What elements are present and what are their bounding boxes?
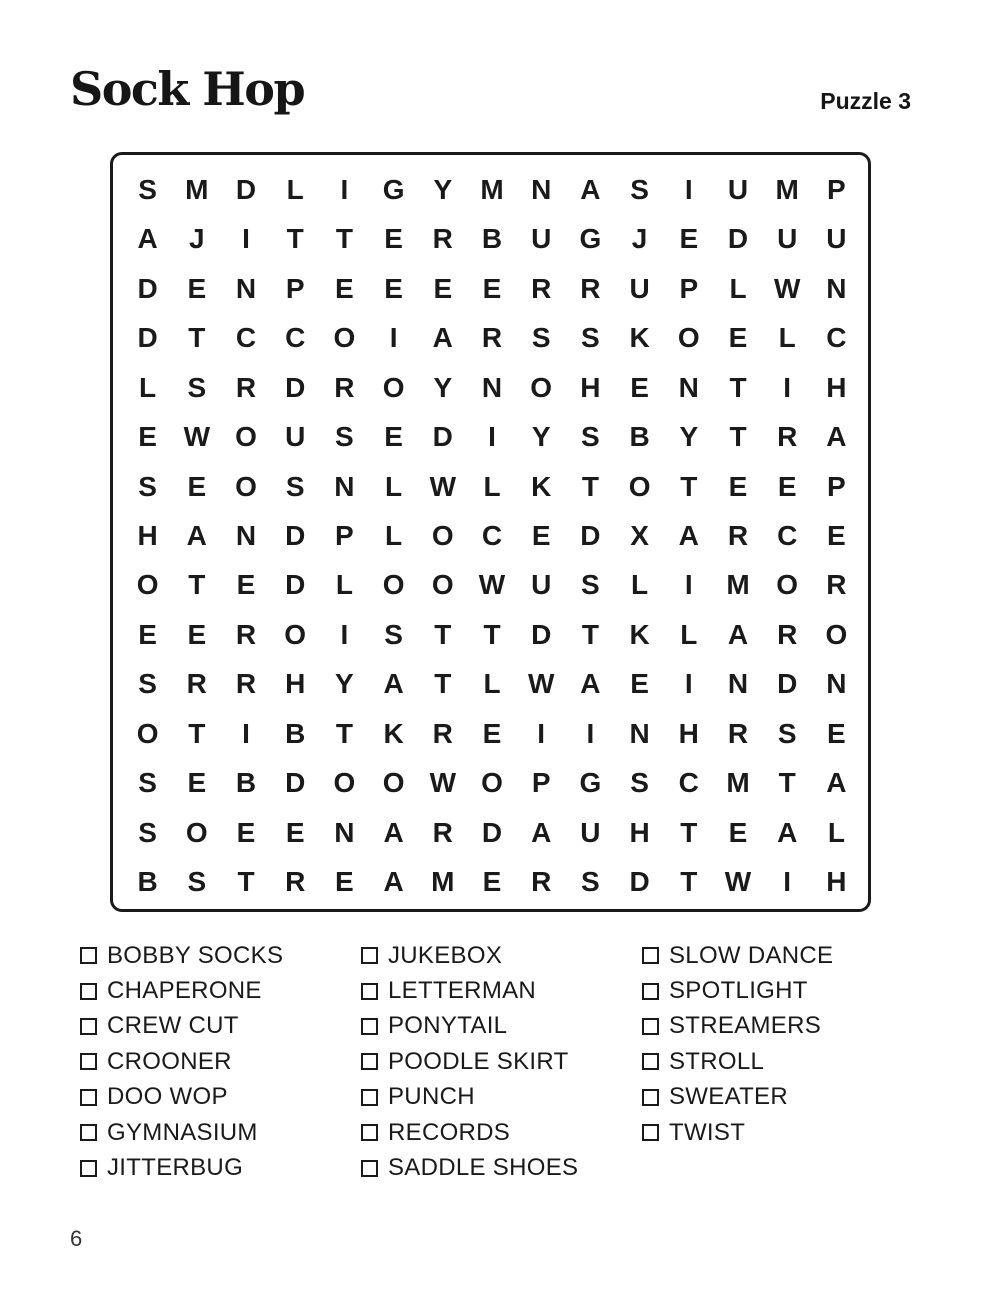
grid-letter[interactable]: H: [629, 816, 650, 848]
grid-letter[interactable]: E: [482, 717, 502, 749]
grid-letter[interactable]: H: [580, 371, 601, 403]
letter-grid: [123, 165, 861, 907]
grid-letter[interactable]: C: [285, 322, 306, 354]
grid-letter[interactable]: T: [483, 618, 501, 650]
grid-letter[interactable]: O: [825, 618, 848, 650]
grid-letter[interactable]: E: [236, 569, 256, 601]
grid-letter[interactable]: N: [826, 668, 847, 700]
word-list-item: [80, 1009, 361, 1044]
grid-letter[interactable]: Y: [433, 173, 453, 205]
grid-letter[interactable]: S: [531, 322, 551, 354]
grid-letter[interactable]: D: [285, 519, 306, 551]
grid-letter[interactable]: R: [334, 371, 355, 403]
word-checkbox[interactable]: [642, 947, 659, 964]
grid-letter[interactable]: D: [629, 866, 650, 898]
grid-letter[interactable]: T: [729, 421, 747, 453]
grid-letter[interactable]: E: [728, 816, 748, 848]
grid-letter[interactable]: T: [335, 223, 353, 255]
grid-letter[interactable]: L: [385, 519, 403, 551]
grid-letter[interactable]: R: [580, 272, 601, 304]
grid-letter[interactable]: A: [580, 173, 601, 205]
grid-letter[interactable]: E: [827, 519, 846, 551]
word-label: GYMNASIUM: [107, 1118, 258, 1146]
word-checkbox[interactable]: [361, 947, 378, 964]
grid-letter[interactable]: W: [724, 866, 752, 898]
word-search-grid-frame: [110, 152, 871, 912]
grid-letter[interactable]: R: [727, 519, 749, 551]
grid-letter[interactable]: I: [783, 371, 792, 403]
grid-letter[interactable]: C: [826, 322, 847, 354]
grid-letter[interactable]: G: [382, 173, 405, 205]
grid-letter[interactable]: R: [432, 717, 453, 749]
word-checkbox[interactable]: [80, 947, 97, 964]
word-checkbox[interactable]: [642, 983, 659, 1000]
grid-letter[interactable]: X: [630, 519, 649, 551]
grid-letter[interactable]: S: [138, 470, 157, 502]
grid-letter[interactable]: O: [382, 569, 405, 601]
word-list-item: [642, 1080, 923, 1115]
grid-letter[interactable]: A: [580, 668, 601, 700]
word-label: TWIST: [669, 1118, 746, 1146]
grid-letter[interactable]: E: [384, 421, 403, 453]
grid-letter[interactable]: E: [138, 421, 157, 453]
grid-letter[interactable]: R: [777, 618, 798, 650]
word-list-item: [642, 1044, 923, 1079]
grid-letter[interactable]: E: [384, 272, 403, 304]
word-checkbox[interactable]: [642, 1089, 659, 1106]
grid-letter[interactable]: Y: [335, 668, 354, 700]
grid-letter[interactable]: N: [678, 371, 699, 403]
grid-letter[interactable]: B: [481, 223, 503, 255]
word-label: SWEATER: [669, 1083, 788, 1111]
grid-letter[interactable]: O: [431, 519, 454, 551]
grid-letter[interactable]: A: [383, 668, 404, 700]
grid-letter[interactable]: E: [384, 223, 403, 255]
grid-letter[interactable]: A: [727, 618, 749, 650]
grid-letter[interactable]: S: [187, 866, 207, 898]
grid-letter[interactable]: A: [186, 519, 207, 551]
grid-letter[interactable]: R: [432, 223, 453, 255]
word-list-item: [361, 1009, 642, 1044]
grid-letter[interactable]: G: [579, 223, 602, 255]
grid-letter[interactable]: E: [236, 816, 256, 848]
grid-letter[interactable]: T: [188, 322, 206, 354]
grid-letter[interactable]: T: [729, 371, 747, 403]
grid-letter[interactable]: T: [434, 668, 452, 700]
grid-letter[interactable]: T: [680, 866, 698, 898]
word-list-item: [361, 1044, 642, 1079]
grid-letter[interactable]: I: [242, 223, 250, 255]
grid-letter[interactable]: D: [580, 519, 601, 551]
grid-letter[interactable]: M: [726, 569, 750, 601]
grid-letter[interactable]: T: [680, 816, 698, 848]
grid-letter[interactable]: I: [684, 668, 693, 700]
grid-letter[interactable]: K: [383, 717, 404, 749]
word-checkbox[interactable]: [80, 1089, 97, 1106]
word-list-item: [80, 938, 361, 973]
grid-letter[interactable]: R: [531, 866, 552, 898]
grid-letter[interactable]: I: [537, 717, 546, 749]
grid-letter[interactable]: Y: [531, 421, 551, 453]
grid-letter[interactable]: N: [334, 470, 355, 502]
word-label: PONYTAIL: [388, 1012, 508, 1040]
word-label: BOBBY SOCKS: [107, 941, 284, 969]
grid-letter[interactable]: P: [335, 519, 354, 551]
grid-letter[interactable]: A: [826, 421, 847, 453]
word-checkbox[interactable]: [80, 1018, 97, 1035]
grid-letter[interactable]: O: [481, 767, 503, 799]
grid-letter[interactable]: M: [480, 173, 504, 205]
grid-letter[interactable]: S: [335, 421, 354, 453]
grid-letter[interactable]: E: [482, 272, 502, 304]
grid-letter[interactable]: W: [478, 569, 506, 601]
grid-letter[interactable]: S: [138, 767, 157, 799]
word-list-item: [80, 1150, 361, 1185]
grid-letter[interactable]: E: [433, 272, 453, 304]
word-list-item: [361, 1150, 642, 1185]
word-list-item: [642, 1009, 923, 1044]
grid-letter[interactable]: L: [631, 569, 649, 601]
grid-letter[interactable]: E: [728, 322, 748, 354]
grid-letter[interactable]: T: [680, 470, 698, 502]
grid-letter[interactable]: R: [285, 866, 306, 898]
grid-letter[interactable]: L: [778, 322, 796, 354]
grid-letter[interactable]: J: [189, 223, 205, 255]
word-checkbox[interactable]: [361, 1160, 378, 1177]
grid-letter[interactable]: D: [235, 173, 257, 205]
grid-letter[interactable]: R: [826, 569, 847, 601]
grid-letter[interactable]: U: [531, 223, 552, 255]
grid-letter[interactable]: I: [340, 173, 349, 205]
word-checkbox[interactable]: [80, 1160, 97, 1177]
grid-letter[interactable]: N: [727, 668, 749, 700]
word-checkbox[interactable]: [642, 1124, 659, 1141]
grid-letter[interactable]: O: [333, 322, 356, 354]
grid-letter[interactable]: L: [335, 569, 353, 601]
grid-letter[interactable]: P: [827, 470, 846, 502]
grid-letter[interactable]: I: [488, 421, 496, 453]
grid-letter[interactable]: U: [777, 223, 798, 255]
grid-letter[interactable]: E: [728, 470, 748, 502]
grid-letter[interactable]: O: [382, 767, 405, 799]
grid-letter[interactable]: N: [826, 272, 847, 304]
grid-letter[interactable]: O: [776, 569, 799, 601]
grid-letter[interactable]: K: [629, 322, 650, 354]
grid-letter[interactable]: S: [285, 470, 305, 502]
grid-letter[interactable]: R: [531, 272, 552, 304]
grid-letter[interactable]: S: [630, 173, 649, 205]
grid-letter[interactable]: Y: [433, 371, 453, 403]
grid-letter[interactable]: T: [237, 866, 255, 898]
grid-letter[interactable]: G: [579, 767, 602, 799]
grid-letter[interactable]: S: [777, 717, 797, 749]
grid-letter[interactable]: Y: [679, 421, 699, 453]
grid-letter[interactable]: T: [434, 618, 452, 650]
grid-letter[interactable]: O: [333, 767, 356, 799]
grid-letter[interactable]: R: [235, 668, 257, 700]
word-list-item: [361, 973, 642, 1008]
word-label: SADDLE SHOES: [388, 1154, 579, 1182]
word-label: RECORDS: [388, 1118, 511, 1146]
grid-letter[interactable]: K: [531, 470, 552, 502]
grid-letter[interactable]: T: [581, 618, 599, 650]
word-column: [80, 938, 361, 1186]
grid-letter[interactable]: O: [185, 816, 208, 848]
grid-letter[interactable]: B: [137, 866, 158, 898]
grid-letter[interactable]: E: [187, 470, 207, 502]
grid-letter[interactable]: I: [242, 717, 250, 749]
grid-letter[interactable]: S: [630, 767, 649, 799]
grid-letter[interactable]: H: [285, 668, 306, 700]
word-label: JITTERBUG: [107, 1154, 244, 1182]
word-list-item: [361, 938, 642, 973]
grid-letter[interactable]: L: [483, 470, 501, 502]
grid-letter[interactable]: O: [136, 569, 159, 601]
grid-letter[interactable]: R: [432, 816, 453, 848]
grid-letter[interactable]: T: [778, 767, 796, 799]
grid-letter[interactable]: J: [631, 223, 648, 255]
grid-letter[interactable]: H: [826, 866, 847, 898]
grid-letter[interactable]: O: [431, 569, 454, 601]
grid-letter[interactable]: C: [678, 767, 699, 799]
word-checkbox[interactable]: [361, 1053, 378, 1070]
grid-letter[interactable]: C: [481, 519, 503, 551]
word-label: STREAMERS: [669, 1012, 822, 1040]
grid-letter[interactable]: P: [679, 272, 699, 304]
word-label: LETTERMAN: [388, 977, 537, 1005]
grid-letter[interactable]: E: [335, 866, 354, 898]
grid-letter[interactable]: T: [188, 569, 206, 601]
grid-letter[interactable]: A: [432, 322, 453, 354]
grid-letter[interactable]: M: [726, 767, 750, 799]
word-list-item: [80, 1080, 361, 1115]
grid-letter[interactable]: N: [531, 173, 552, 205]
grid-letter[interactable]: R: [777, 421, 798, 453]
grid-letter[interactable]: O: [235, 421, 257, 453]
grid-letter[interactable]: M: [775, 173, 799, 205]
word-label: POODLE SKIRT: [388, 1047, 569, 1075]
grid-letter[interactable]: A: [531, 816, 552, 848]
grid-letter[interactable]: A: [678, 519, 699, 551]
grid-letter[interactable]: D: [285, 767, 306, 799]
word-label: CHAPERONE: [107, 977, 262, 1005]
grid-letter[interactable]: L: [483, 668, 501, 700]
grid-letter[interactable]: N: [334, 816, 355, 848]
word-label: PUNCH: [388, 1083, 475, 1111]
word-checkbox[interactable]: [80, 1053, 97, 1070]
word-label: CREW CUT: [107, 1012, 239, 1040]
grid-letter[interactable]: W: [429, 470, 456, 502]
grid-letter[interactable]: O: [284, 618, 307, 650]
word-label: CROONER: [107, 1047, 232, 1075]
word-list-item: [642, 938, 923, 973]
grid-letter[interactable]: R: [481, 322, 503, 354]
page-number: 6: [70, 1226, 83, 1251]
grid-letter[interactable]: T: [188, 717, 206, 749]
grid-letter[interactable]: A: [137, 223, 158, 255]
grid-letter[interactable]: S: [138, 816, 157, 848]
grid-letter[interactable]: E: [777, 470, 797, 502]
grid-letter[interactable]: L: [827, 816, 845, 848]
grid-letter[interactable]: N: [235, 519, 257, 551]
grid-letter[interactable]: D: [727, 223, 749, 255]
word-list-item: [361, 1115, 642, 1150]
grid-letter[interactable]: P: [531, 767, 551, 799]
grid-letter[interactable]: P: [827, 173, 846, 205]
grid-letter[interactable]: L: [286, 173, 304, 205]
word-checkbox[interactable]: [361, 1089, 378, 1106]
grid-letter[interactable]: L: [680, 618, 698, 650]
grid-letter[interactable]: E: [630, 668, 649, 700]
grid-letter[interactable]: P: [285, 272, 305, 304]
grid-letter[interactable]: D: [285, 371, 306, 403]
grid-letter[interactable]: W: [429, 767, 456, 799]
grid-letter[interactable]: S: [384, 618, 403, 650]
grid-letter[interactable]: E: [679, 223, 699, 255]
word-list-item: [80, 1044, 361, 1079]
word-column: [361, 938, 642, 1186]
word-label: STROLL: [669, 1047, 765, 1075]
word-label: SPOTLIGHT: [669, 977, 808, 1005]
grid-letter[interactable]: D: [285, 569, 306, 601]
word-list-item: [80, 1115, 361, 1150]
grid-letter[interactable]: A: [777, 816, 798, 848]
grid-letter[interactable]: W: [183, 421, 210, 453]
grid-letter[interactable]: R: [727, 717, 749, 749]
grid-letter[interactable]: H: [678, 717, 699, 749]
puzzle-number: Puzzle 3: [820, 88, 911, 114]
grid-letter[interactable]: C: [235, 322, 257, 354]
grid-letter[interactable]: M: [185, 173, 209, 205]
grid-letter[interactable]: N: [481, 371, 503, 403]
grid-letter[interactable]: O: [530, 371, 553, 403]
grid-letter[interactable]: N: [629, 717, 650, 749]
grid-letter[interactable]: R: [235, 618, 257, 650]
grid-letter[interactable]: E: [482, 866, 502, 898]
grid-letter[interactable]: I: [783, 866, 792, 898]
grid-letter[interactable]: S: [138, 173, 157, 205]
grid-letter[interactable]: S: [187, 371, 207, 403]
grid-letter[interactable]: E: [187, 272, 207, 304]
word-checkbox[interactable]: [361, 1124, 378, 1141]
grid-letter[interactable]: O: [628, 470, 651, 502]
grid-letter[interactable]: E: [531, 519, 551, 551]
grid-letter[interactable]: E: [138, 618, 157, 650]
grid-letter[interactable]: S: [138, 668, 157, 700]
grid-letter[interactable]: H: [826, 371, 847, 403]
word-column: [642, 938, 923, 1186]
grid-letter[interactable]: R: [235, 371, 257, 403]
grid-letter[interactable]: W: [773, 272, 801, 304]
grid-letter[interactable]: S: [581, 421, 600, 453]
grid-letter[interactable]: U: [727, 173, 749, 205]
word-list-item: [361, 1080, 642, 1115]
grid-letter[interactable]: T: [335, 717, 353, 749]
grid-letter[interactable]: L: [729, 272, 747, 304]
grid-letter[interactable]: D: [137, 272, 158, 304]
grid-letter[interactable]: I: [684, 173, 693, 205]
word-checkbox[interactable]: [642, 1018, 659, 1035]
grid-letter[interactable]: T: [286, 223, 304, 255]
word-list-item: [642, 973, 923, 1008]
grid-letter[interactable]: O: [382, 371, 405, 403]
grid-letter[interactable]: N: [235, 272, 257, 304]
word-label: JUKEBOX: [388, 941, 503, 969]
grid-letter[interactable]: I: [684, 569, 693, 601]
grid-letter[interactable]: U: [285, 421, 306, 453]
grid-letter[interactable]: S: [581, 569, 600, 601]
grid-letter[interactable]: U: [531, 569, 552, 601]
grid-letter[interactable]: B: [629, 421, 650, 453]
grid-letter[interactable]: E: [285, 816, 305, 848]
grid-letter[interactable]: D: [137, 322, 158, 354]
grid-letter[interactable]: B: [285, 717, 306, 749]
grid-letter[interactable]: M: [431, 866, 455, 898]
grid-letter[interactable]: D: [531, 618, 552, 650]
grid-letter[interactable]: D: [481, 816, 503, 848]
grid-letter[interactable]: S: [581, 322, 600, 354]
word-list-item: [642, 1115, 923, 1150]
grid-letter[interactable]: O: [136, 717, 159, 749]
grid-letter[interactable]: W: [527, 668, 555, 700]
grid-letter[interactable]: R: [186, 668, 207, 700]
word-checkbox[interactable]: [361, 1018, 378, 1035]
grid-letter[interactable]: B: [235, 767, 257, 799]
grid-letter[interactable]: S: [581, 866, 600, 898]
grid-letter[interactable]: U: [826, 223, 847, 255]
word-list-item: [80, 973, 361, 1008]
grid-letter[interactable]: T: [581, 470, 599, 502]
grid-letter[interactable]: L: [385, 470, 403, 502]
grid-letter[interactable]: D: [432, 421, 453, 453]
grid-letter[interactable]: E: [187, 618, 207, 650]
word-checkbox[interactable]: [361, 983, 378, 1000]
grid-letter[interactable]: L: [139, 371, 157, 403]
grid-letter[interactable]: K: [629, 618, 650, 650]
grid-letter[interactable]: D: [777, 668, 798, 700]
grid-letter[interactable]: U: [629, 272, 650, 304]
grid-letter[interactable]: C: [777, 519, 798, 551]
grid-letter[interactable]: O: [677, 322, 700, 354]
grid-letter[interactable]: I: [389, 322, 398, 354]
grid-letter[interactable]: E: [630, 371, 649, 403]
word-checkbox[interactable]: [80, 983, 97, 1000]
grid-letter[interactable]: O: [235, 470, 257, 502]
grid-letter[interactable]: A: [383, 816, 404, 848]
grid-letter[interactable]: U: [580, 816, 601, 848]
grid-letter[interactable]: A: [826, 767, 847, 799]
word-label: SLOW DANCE: [669, 941, 834, 969]
grid-letter[interactable]: E: [827, 717, 846, 749]
word-list: [80, 938, 940, 1186]
grid-letter[interactable]: I: [586, 717, 595, 749]
word-checkbox[interactable]: [642, 1053, 659, 1070]
word-checkbox[interactable]: [80, 1124, 97, 1141]
grid-letter[interactable]: E: [335, 272, 354, 304]
grid-letter[interactable]: H: [137, 519, 158, 551]
grid-letter[interactable]: A: [383, 866, 404, 898]
page-title: Sock Hop: [70, 62, 305, 116]
grid-letter[interactable]: E: [187, 767, 207, 799]
grid-letter[interactable]: I: [340, 618, 349, 650]
word-label: DOO WOP: [107, 1083, 228, 1111]
